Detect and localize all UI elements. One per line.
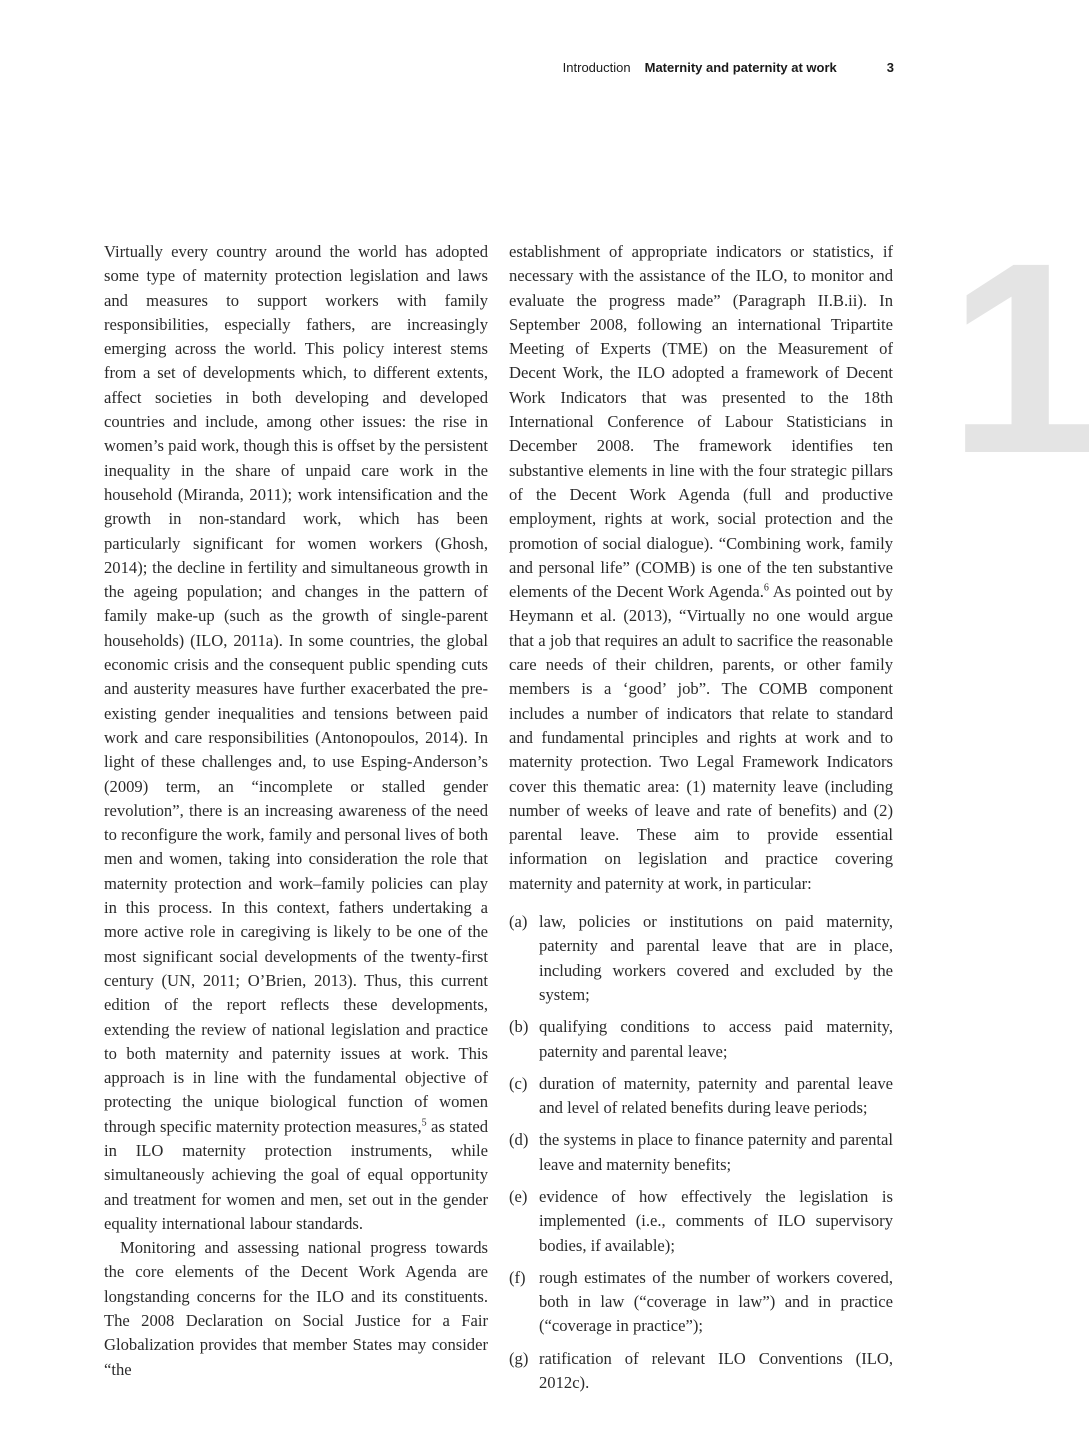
list-item [509,1015,893,1064]
footnote-ref: 6 [763,582,769,594]
chapter-number: 1 [948,206,1089,510]
header-section: Introduction [562,60,631,75]
body-paragraph [104,240,488,1236]
list-marker: (e) [509,1186,528,1206]
list-item-text: ratification of relevant ILO Conventions (ILO, 2012c). [539,1348,893,1393]
paragraph-text: Virtually every country around the world has adopted some type of maternity protection legislation and laws and measures to support workers with family responsibilities, especially fathers, are increasingly emerging across the world. This policy interest stems from a set of developments which, to different extents, affect societies in both developing and developed countries and include, among other issues: the rise in women’s paid work, though this is offset by the persistent inequality in the share of unpaid care work in the household (Miranda, 2011); work intensification and the growth in non-standard work, which has been particularly significant for women workers (Ghosh, 2014); the decline in fertility and simultaneous growth in the ageing population; and changes in the pattern of family make-up (such as the growth of single-parent households) (ILO, 2011a). In some countries, the global economic crisis and the consequent public spending cuts and austerity measures have further exacerbated the pre-existing gender inequalities and tensions between paid work and care responsibilities (Antonopoulos, 2014). In light of these challenges and, to use Esping-Anderson’s (2009) term, an “incomplete or stalled gender revolution”, there is an increasing awareness of the need to reconfigure the work, family and personal lives of both men and women, taking into consideration the role that maternity protection and work–family policies can play in this process. In this context, fathers undertaking a more active role in caregiving is likely to be one of the most significant social developments of the twenty-first century (UN, 2011; O’Brien, 2013). Thus, this current edition of the report reflects these developments, extending the review of national legislation and practice to both maternity and paternity issues at work. This approach is in line with the fundamental objective of protecting the unique biological function of women through specific maternity protection measures, [104,242,488,1136]
right-column [509,240,893,1403]
left-column [104,240,488,1382]
paragraph-text: establishment of appropriate indicators or statistics, if necessary with the assistance of the ILO, to monitor and evaluate the progress made” (Paragraph II.B.ii). In September 2008, following an international Tripartite Meeting of Experts (TME) on the Measurement of Decent Work, the ILO adopted a framework of Decent Work Indicators that was presented to the 18th International Conference of Labour Statisticians in December 2008. The framework identifies ten substantive elements in line with the four strategic pillars of the Decent Work Agenda (full and productive employment, rights at work, social protection and the promotion of social dialogue). “Combining work, family and personal life” (COMB) is one of the ten substantive elements of the Decent Work Agenda. [509,242,893,602]
list-item [509,1347,893,1396]
indicator-list [509,910,893,1395]
running-header [563,60,894,75]
body-paragraph: Monitoring and assessing national progress towards the core elements of the Decent Work Agenda are longstanding concerns for the ILO and its constituents. The 2008 Declaration on Social Justice for a Fair Globalization provides that member States may consider “the [104,1238,488,1379]
list-marker: (c) [509,1073,528,1093]
list-item-text: the systems in place to finance paternity and parental leave and maternity benefits; [539,1130,893,1174]
header-title: Maternity and paternity at work [644,60,837,75]
body-paragraph [509,240,893,896]
list-marker: (g) [509,1348,529,1368]
list-item [509,1072,893,1121]
list-item [509,1185,893,1258]
paragraph-text: as stated in ILO maternity protection instruments, while simultaneously achieving the goal of equal opportunity and treatment for women and men, set out in the gender equality international labour standards. [104,1116,489,1233]
list-item [509,910,893,1007]
list-marker: (b) [509,1017,529,1037]
list-item [509,1128,893,1177]
list-marker: (d) [509,1130,529,1150]
list-item-text: law, policies or institutions on paid maternity, paternity and parental leave that are in place, including workers covered and excluded by the system; [539,912,893,1004]
list-item-text: rough estimates of the number of workers covered, both in law (“coverage in law”) and in practice (“coverage in practice”); [539,1267,893,1336]
list-item [509,1266,893,1339]
list-marker: (a) [509,912,528,932]
list-marker: (f) [509,1267,526,1287]
page-number: 3 [886,60,894,75]
list-item-text: qualifying conditions to access paid maternity, paternity and parental leave; [539,1017,893,1061]
list-item-text: evidence of how effectively the legislation is implemented (i.e., comments of ILO supervisory bodies, if available); [539,1186,893,1255]
footnote-ref: 5 [421,1117,427,1129]
list-item-text: duration of maternity, paternity and parental leave and level of related benefits during leave periods; [539,1073,893,1118]
paragraph-text: As pointed out by Heymann et al. (2013), “Virtually no one would argue that a job that requires an adult to sacrifice the reasonable care needs of their children, parents, or other family members is a ‘good’ job”. The COMB component includes a number of indicators that relate to standard and fundamental principles and rights at work and to maternity protection. Two Legal Framework Indicators cover this thematic area: (1) maternity leave (including number of weeks of leave and rate of benefits) and (2) parental leave. These aim to provide essential information on legislation and practice covering maternity and paternity at work, in particular: [509,582,893,893]
